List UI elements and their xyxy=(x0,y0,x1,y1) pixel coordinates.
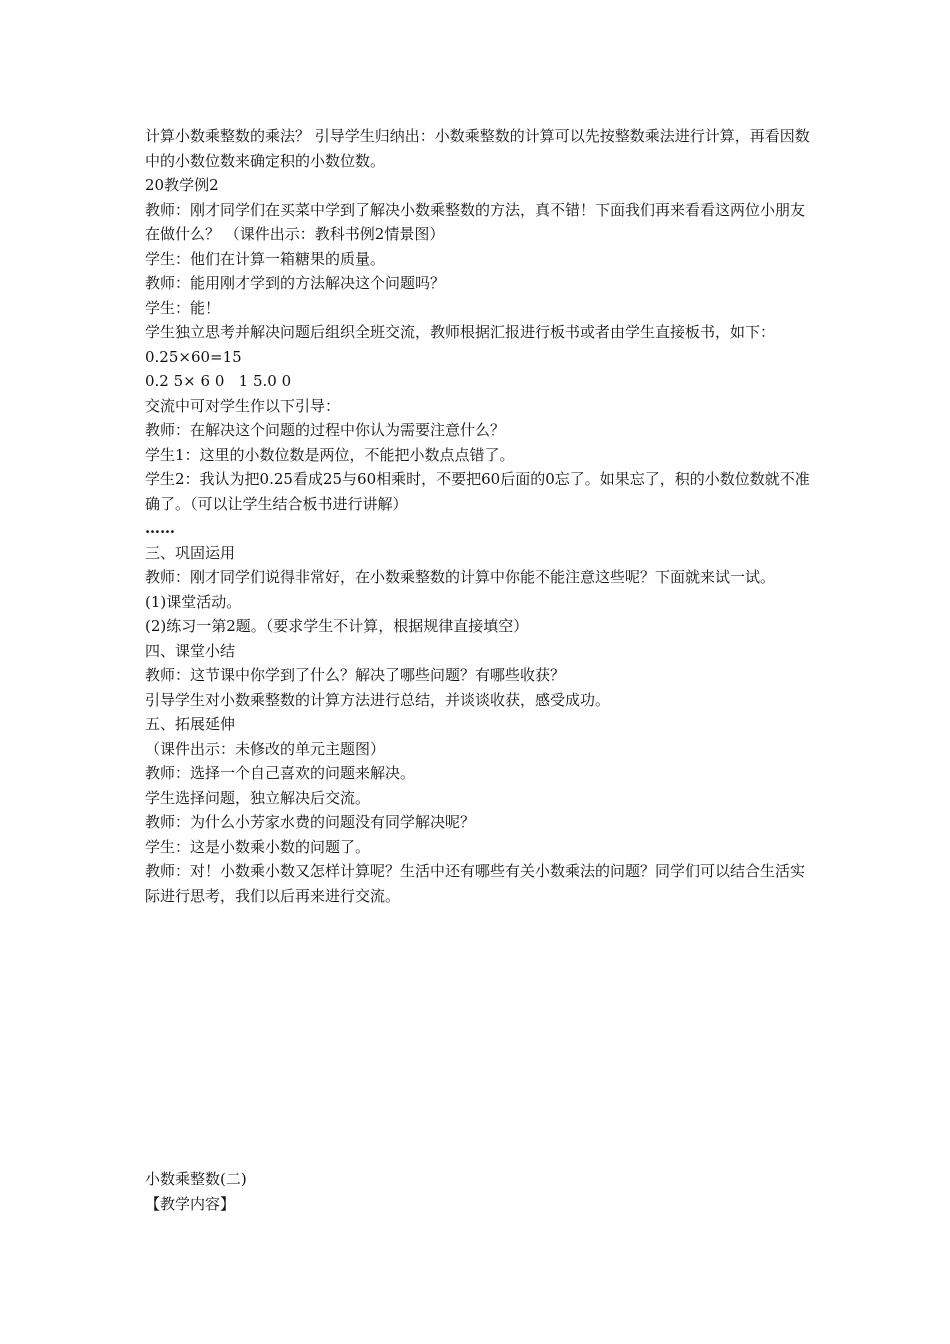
paragraph-5: 教师：能用刚才学到的方法解决这个问题吗？ xyxy=(145,274,446,292)
paragraph-17: (1)课堂活动。 xyxy=(145,592,242,611)
paragraph-25: 学生选择问题，独立解决后交流。 xyxy=(145,788,371,807)
paragraph-14: …… xyxy=(145,519,175,537)
paragraph-16: 教师：刚才同学们说得非常好，在小数乘整数的计算中你能不能注意这些呢？下面就来试一试。 xyxy=(145,568,776,586)
paragraph-26: 教师：为什么小芳家水费的问题没有同学解决呢？ xyxy=(145,813,476,831)
section-title: 小数乘整数(二) xyxy=(145,1170,247,1188)
paragraph-9: 0.2 5× 6 0 1 5.0 0 xyxy=(145,372,292,390)
next-section xyxy=(145,1167,810,1216)
paragraph-19: 四、课堂小结 xyxy=(145,641,236,660)
paragraph-18: (2)练习一第2题。（要求学生不计算，根据规律直接填空） xyxy=(145,617,529,635)
paragraph-11: 教师：在解决这个问题的过程中你认为需要注意什么？ xyxy=(145,421,506,439)
paragraph-7: 学生独立思考并解决问题后组织全班交流，教师根据汇报进行板书或者由学生直接板书，如下： xyxy=(145,323,776,341)
paragraph-27: 学生：这是小数乘小数的问题了。 xyxy=(145,837,371,856)
paragraph-13: 学生2：我认为把0.25看成25与60相乘时，不要把60后面的0忘了。如果忘了，积的小数位数就不准确了。（可以让学生结合板书进行讲解） xyxy=(145,470,810,513)
paragraph-22: 五、拓展延伸 xyxy=(145,715,236,733)
section-heading: 【教学内容】 xyxy=(145,1194,236,1213)
paragraph-10: 交流中可对学生作以下引导： xyxy=(145,396,341,415)
paragraph-15: 三、巩固运用 xyxy=(145,543,236,562)
paragraph-6: 学生：能！ xyxy=(145,298,221,317)
paragraph-4: 学生：他们在计算一箱糖果的质量。 xyxy=(145,249,386,268)
paragraph-8: 0.25×60=15 xyxy=(145,347,242,366)
paragraph-1: 计算小数乘整数的乘法？ 引导学生归纳出：小数乘整数的计算可以先按整数乘法进行计算，再看因数中的小数位数来确定积的小数位数。 xyxy=(145,127,810,170)
paragraph-24: 教师：选择一个自己喜欢的问题来解决。 xyxy=(145,764,416,782)
paragraph-3: 教师：刚才同学们在买菜中学到了解决小数乘整数的方法，真不错！下面我们再来看看这两位小朋友在做什么？ （课件出示：教科书例2情景图） xyxy=(145,200,806,243)
paragraph-23: （课件出示：未修改的单元主题图） xyxy=(145,739,386,758)
paragraph-12: 学生1：这里的小数位数是两位，不能把小数点点错了。 xyxy=(145,445,515,464)
paragraph-20: 教师：这节课中你学到了什么？解决了哪些问题？有哪些收获？ xyxy=(145,666,566,684)
lesson-body xyxy=(145,124,810,908)
paragraph-21: 引导学生对小数乘整数的计算方法进行总结，并谈谈收获，感受成功。 xyxy=(145,690,611,709)
paragraph-28: 教师：对！小数乘小数又怎样计算呢？生活中还有哪些有关小数乘法的问题？同学们可以结合生活实际进行思考，我们以后再来进行交流。 xyxy=(145,862,806,905)
paragraph-2: 20教学例2 xyxy=(145,176,219,194)
